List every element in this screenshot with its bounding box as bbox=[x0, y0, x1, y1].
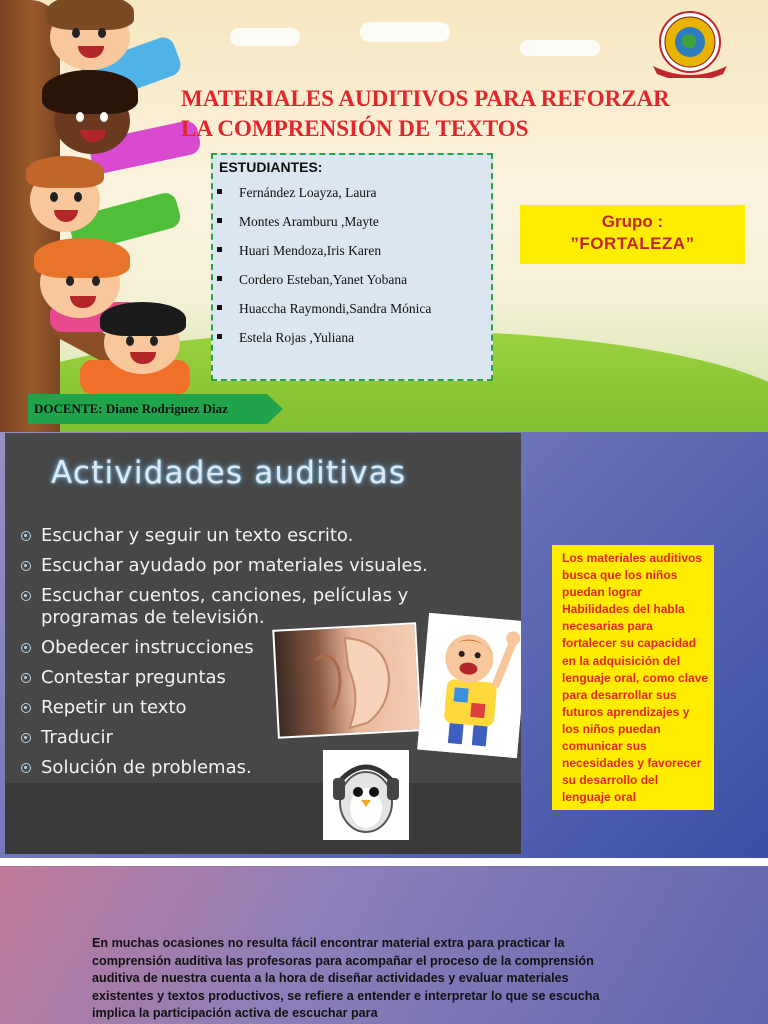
student-name: Montes Aramburu ,Mayte bbox=[239, 214, 379, 229]
activity-text: Escuchar y seguir un texto escrito. bbox=[41, 525, 354, 546]
kid-2 bbox=[40, 78, 180, 168]
activity-text: Traducir bbox=[41, 727, 113, 748]
bullet-icon bbox=[217, 334, 222, 339]
university-seal-icon bbox=[649, 8, 731, 78]
students-list bbox=[213, 185, 431, 359]
activity-text: Solución de problemas. bbox=[41, 757, 252, 778]
title-line-2: LA COMPRENSIÓN DE TEXTOS bbox=[181, 116, 529, 141]
bullet-icon bbox=[21, 531, 31, 541]
info-callout bbox=[552, 545, 714, 810]
group-label: Grupo : bbox=[601, 212, 664, 231]
group-badge bbox=[520, 205, 745, 264]
boy-raising-hand-image bbox=[417, 613, 521, 758]
student-item bbox=[213, 301, 431, 330]
slide-paragraph bbox=[0, 866, 768, 1024]
penguin-headphones-image bbox=[323, 750, 409, 840]
body-paragraph: En muchas ocasiones no resulta fácil encontrar material extra para practicar la comprensión auditiva las profesoras para acompañar el proceso de la comprensión auditiva de nuestra cuenta a la hora de diseñar actividades y evaluar materiales existentes y textos productivos, se refiere a entender e interpretar lo que se escucha implica la participación activa de escuchar para bbox=[92, 936, 600, 1021]
bullet-icon bbox=[217, 247, 222, 252]
cloud bbox=[520, 40, 600, 56]
bullet-icon bbox=[21, 763, 31, 773]
student-item bbox=[213, 243, 431, 272]
activity-text: Repetir un texto bbox=[41, 697, 187, 718]
docente-arrow-icon bbox=[267, 394, 283, 424]
bullet-icon bbox=[217, 276, 222, 281]
student-name: Huari Mendoza,Iris Karen bbox=[239, 243, 382, 258]
bullet-icon bbox=[217, 218, 222, 223]
kid-1 bbox=[40, 0, 160, 80]
student-name: Huaccha Raymondi,Sandra Mónica bbox=[239, 301, 432, 316]
page-title bbox=[181, 84, 751, 144]
student-item bbox=[213, 185, 431, 214]
students-heading: ESTUDIANTES: bbox=[219, 159, 323, 175]
bullet-icon bbox=[217, 189, 222, 194]
title-line-1: MATERIALES AUDITIVOS PARA REFORZAR bbox=[181, 86, 670, 111]
activity-text: Escuchar ayudado por materiales visuales. bbox=[41, 555, 428, 576]
student-name: Cordero Esteban,Yanet Yobana bbox=[239, 272, 408, 287]
activity-text: Contestar preguntas bbox=[41, 667, 226, 688]
activity-item bbox=[21, 525, 441, 547]
info-text: Los materiales auditivos busca que los niños puedan lograr Habilidades del habla necesarias para fortalecer su capacidad en la adquisición del lenguaje oral, como clave para desarrollar sus futuros aprendizajes y los niños puedan comunicar sus necesidades y favorecer su desarrollo del lenguaje oral bbox=[562, 551, 709, 805]
bullet-icon bbox=[217, 305, 222, 310]
docente-banner: DOCENTE: Diane Rodriguez Diaz bbox=[28, 394, 267, 424]
bullet-icon bbox=[21, 561, 31, 571]
student-item bbox=[213, 330, 431, 359]
kid-5 bbox=[90, 302, 200, 392]
kid-3 bbox=[30, 160, 180, 250]
bullet-icon bbox=[21, 643, 31, 653]
student-item bbox=[213, 272, 431, 301]
activities-title: Actividades auditivas bbox=[51, 455, 407, 491]
slide-title bbox=[0, 0, 768, 432]
activity-text: Obedecer instrucciones bbox=[41, 637, 254, 658]
group-name: ”FORTALEZA” bbox=[570, 234, 695, 253]
activity-item bbox=[21, 585, 441, 629]
student-name: Estela Rojas ,Yuliana bbox=[239, 330, 355, 345]
slide-activities bbox=[0, 432, 768, 858]
panel-band bbox=[5, 783, 521, 854]
student-name: Fernández Loayza, Laura bbox=[239, 185, 377, 200]
bullet-icon bbox=[21, 673, 31, 683]
cloud bbox=[230, 28, 300, 46]
bullet-icon bbox=[21, 703, 31, 713]
activity-item bbox=[21, 555, 441, 577]
student-item bbox=[213, 214, 431, 243]
ear-listening-image bbox=[272, 622, 422, 738]
bullet-icon bbox=[21, 591, 31, 601]
activities-panel bbox=[5, 433, 521, 854]
activity-text: Escuchar cuentos, canciones, películas y programas de televisión. bbox=[41, 585, 409, 628]
cloud bbox=[360, 22, 450, 42]
bullet-icon bbox=[21, 733, 31, 743]
students-box bbox=[211, 153, 493, 381]
